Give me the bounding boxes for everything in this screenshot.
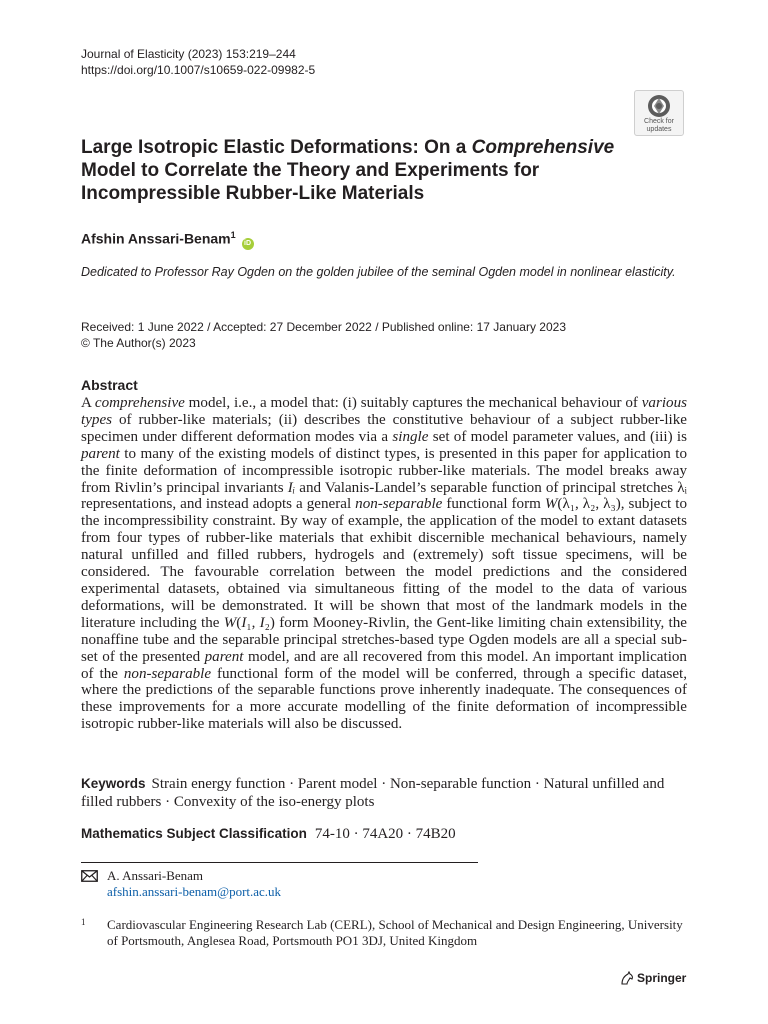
journal-citation: Journal of Elasticity (2023) 153:219–244	[81, 47, 296, 61]
abstract-emphasis: non-separable	[355, 496, 443, 513]
publisher-logo	[620, 971, 686, 985]
keywords-label: Keywords	[81, 776, 146, 791]
journal-header	[81, 46, 315, 78]
title-emphasis: Comprehensive	[471, 137, 615, 158]
publisher-name: Springer	[637, 971, 687, 985]
author-affiliation-mark: 1	[230, 230, 236, 240]
abstract-emphasis: comprehensive	[94, 395, 185, 411]
abstract-emphasis: single	[392, 428, 429, 445]
affiliation-text: Cardiovascular Engineering Research Lab (CERL), School of Mechanical and Design Engineering, University of Portsmouth, Anglesea Road, Portsmouth PO1 3DJ, United Kingdom	[107, 917, 683, 948]
abstract-emphasis: I	[241, 614, 247, 631]
msc-classification	[81, 826, 456, 843]
abstract-emphasis: various types	[81, 395, 687, 428]
springer-horse-icon	[620, 971, 634, 985]
abstract-emphasis: parent	[81, 445, 120, 462]
abstract-emphasis: Iᵢ	[287, 479, 296, 496]
affiliation-mark: 1	[81, 917, 86, 927]
abstract-text: set of model parameter values, and (iii) is	[428, 428, 687, 445]
abstract-text: functional form	[442, 496, 545, 513]
title-part-1: Large Isotropic Elastic Deformations: On a	[81, 137, 472, 158]
keywords	[81, 775, 687, 811]
abstract-text: of rubber-like materials; (ii) describes the constitutive behaviour of a subject rubber-like specimen under different deformation modes via a	[81, 411, 687, 445]
msc-label: Mathematics Subject Classification	[81, 826, 307, 841]
keywords-text: Strain energy function · Parent model · Non-separable function · Natural unfilled and filled rubbers · Convexity of the iso-energy plots	[81, 776, 665, 810]
abstract-body	[81, 395, 687, 733]
correspondence-email[interactable]: afshin.anssari-benam@port.ac.uk	[107, 884, 282, 899]
correspondence-name: A. Anssari-Benam	[107, 868, 204, 883]
abstract-text: A	[81, 395, 95, 411]
crossmark-label-2: updates	[646, 126, 672, 133]
copyright: © The Author(s) 2023	[81, 336, 196, 350]
abstract-text: ₂) form Mooney-Rivlin, the Gent-like limiting chain extensibility, the nonaffine tube and the separable principal stretches-based type Ogden models are all a special sub-set of the presented	[81, 614, 687, 665]
abstract-text: to many of the existing models of distinct types, is presented in this paper for application to the finite deformation of incompressible isotropic rubber-like materials. The model breaks away from Rivlin’s principal invariants	[81, 445, 687, 496]
abstract-text: and Valanis-Landel’s separable function of principal stretches λᵢ representations, and instead adopts a general	[81, 479, 687, 513]
abstract-text: model, and are all recovered from this model. An important implication of the	[81, 648, 687, 682]
msc-codes: 74-10 · 74A20 · 74B20	[314, 826, 456, 842]
footnote-divider	[81, 862, 478, 863]
abstract-text: functional form of the model will be conferred, through a specific dataset, where the predictions of the separable functions prove inherently inadequate. The consequences of these improvements for a more accurate modelling of the finite deformation of incompressible isotropic rubber-like materials will also be discussed.	[81, 665, 687, 733]
abstract-text: ₁,	[246, 614, 260, 631]
abstract-emphasis: W	[544, 496, 558, 513]
abstract-emphasis: W	[223, 614, 237, 631]
orcid-icon[interactable]: iD	[242, 238, 254, 250]
crossmark-label-1: Check for	[644, 118, 674, 125]
dedication: Dedicated to Professor Ray Ogden on the golden jubilee of the seminal Ogden model in nonlinear elasticity.	[81, 265, 676, 279]
abstract-text: (λ₁, λ₂, λ₃), subject to the incompressibility constraint. By way of example, the application of the model to extant datasets from four types of rubber-like materials that exhibit discernible mechanical behaviours, namely natural unfilled and filled rubbers, hydrogels and (extremely) soft tissue specimens, will be considered. The favourable correlation between the model predictions and the considered experimental datasets, obtained via simultaneous fitting of the model to the data of various deformations, will be demonstrated. It will be shown that most of the landmark models in the literature including the	[81, 496, 687, 631]
abstract-emphasis: parent	[204, 648, 244, 665]
doi-link[interactable]: https://doi.org/10.1007/s10659-022-09982-5	[81, 63, 316, 77]
author-line	[81, 230, 254, 250]
abstract-emphasis: non-separable	[123, 665, 212, 682]
abstract-text: (	[236, 614, 242, 631]
envelope-icon	[81, 870, 98, 882]
date-history: Received: 1 June 2022 / Accepted: 27 December 2022 / Published online: 17 January 2023	[81, 320, 566, 334]
abstract-heading: Abstract	[81, 377, 138, 393]
abstract-text: model, i.e., a model that: (i) suitably captures the mechanical behaviour of	[184, 395, 642, 411]
abstract-emphasis: I	[259, 614, 265, 631]
crossmark-icon	[647, 94, 671, 118]
paper-title	[81, 136, 641, 205]
check-for-updates-badge[interactable]	[634, 90, 684, 136]
publication-dates	[81, 319, 566, 351]
author-name[interactable]: Afshin Anssari-Benam	[81, 230, 231, 247]
title-part-2: Model to Correlate the Theory and Experiments for Incompressible Rubber-Like Materials	[81, 160, 540, 204]
